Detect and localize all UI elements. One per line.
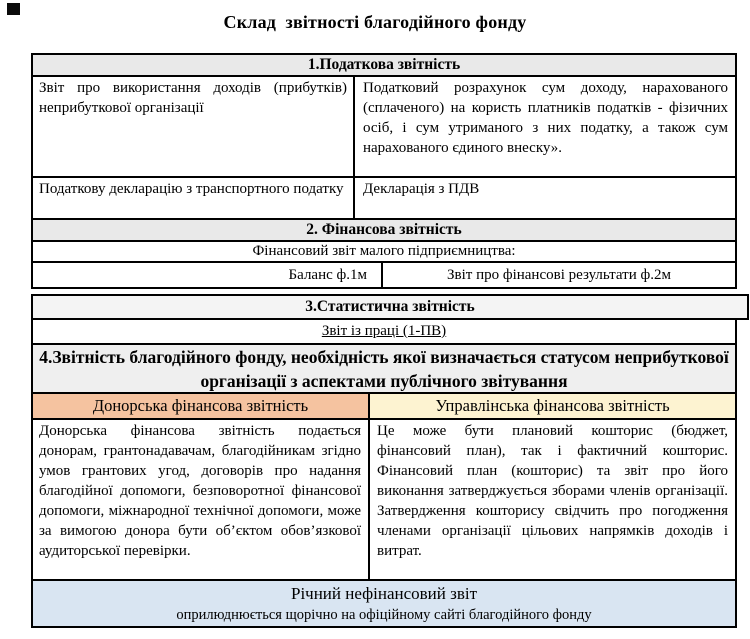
section1-row-2: [31, 176, 737, 220]
annual-report-subtitle: оприлюднюється щорічно на офіційному сайті благодійного фонду: [176, 607, 592, 623]
donor-reporting-body: Донорська фінансова звітність подається донорам, грантонадавачам, благодійникам згідно умов грантових угод, договорів про надання благодійної допомоги, безповоротної фінансової допомоги, міжнародної технічної допомоги, може за вимогою донора бути об’єктом обов’язкової аудиторської перевірки.: [39, 423, 361, 559]
section1-row2-left-cell: Податкову декларацію з транспортного податку: [39, 181, 344, 197]
section3-header: 3.Статистична звітність: [31, 294, 749, 320]
management-reporting-body: Це може бути плановий кошторис (бюджет, фінансовий план), так і фактичний кошторис. Фінансовий план (кошторис) та звіт про його виконання затверджується зборами членів організації. Затвердження кошторису свідчить про погодження членами організації цільових напрямків доходів і витрат.: [368, 420, 735, 579]
section4-column-headers: [31, 392, 737, 420]
section2-subtitle-row: Фінансовий звіт малого підприємництва:: [31, 240, 737, 263]
annual-nonfinancial-report-row: [31, 579, 737, 628]
section2-header: 2. Фінансова звітність: [31, 218, 737, 242]
balance-form-cell: Баланс ф.1м: [288, 267, 367, 283]
labor-report-label: Звіт із праці (1-ПВ): [321, 323, 447, 339]
section1-row-1: [31, 75, 737, 178]
section1-header: 1.Податкова звітність: [31, 53, 737, 77]
section4-body-row: [31, 418, 737, 581]
financial-results-form-cell: Звіт про фінансові результати ф.2м: [381, 263, 735, 287]
annual-report-title: Річний нефінансовий звіт: [290, 584, 477, 603]
section2-forms-row: [31, 261, 737, 289]
section4-header: 4.Звітність благодійного фонду, необхідність якої визначається статусом неприбуткової організації з аспектами публічного звітування: [31, 343, 737, 394]
report-composition-table: [31, 53, 737, 628]
page-title: Склад звітності благодійного фонду: [223, 12, 527, 32]
management-reporting-header: Управлінська фінансова звітність: [368, 394, 735, 418]
section1-row1-right-cell: Податковий розрахунок сум доходу, нарахованого (сплаченого) на користь платників податків - фізичних осіб, і сум утриманого з них податку, а також сум нарахованого єдиного внеску».: [353, 77, 735, 176]
section3-row: [31, 318, 737, 345]
section1-row2-right-cell: Декларація з ПДВ: [353, 178, 735, 218]
donor-reporting-header: Донорська фінансова звітність: [33, 394, 368, 418]
section1-row1-left-cell: Звіт про використання доходів (прибутків) неприбуткової організації: [39, 80, 347, 116]
